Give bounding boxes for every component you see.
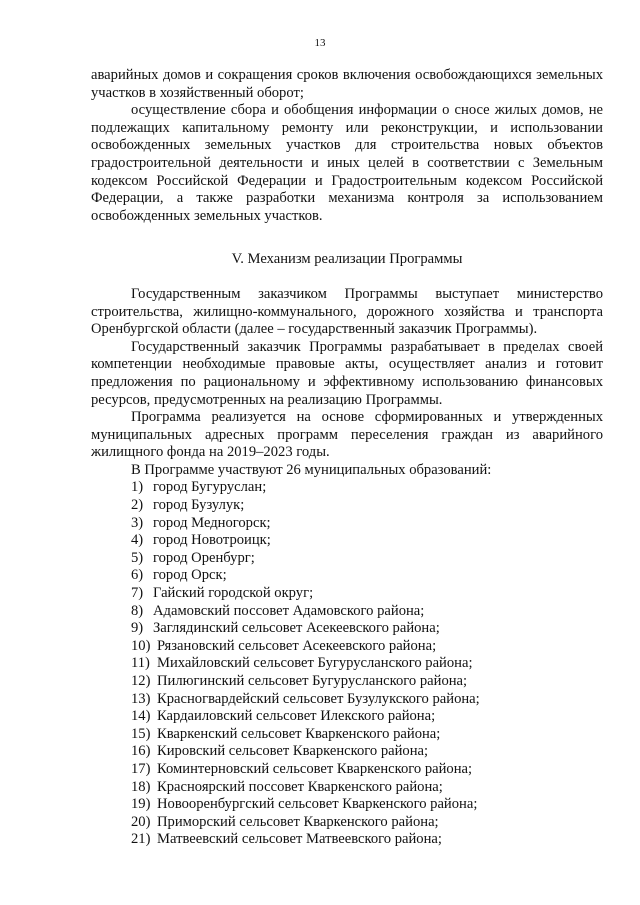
list-item — [91, 673, 603, 691]
list-item — [91, 567, 603, 585]
list-item — [91, 620, 603, 638]
list-item-name: Заглядинский сельсовет Асекеевского района; — [153, 620, 440, 637]
list-item-number: 21) — [131, 831, 151, 848]
list-item-name: город Бугуруслан; — [153, 479, 267, 496]
list-item-name: Приморский сельсовет Кваркенского района; — [157, 813, 439, 830]
list-item-number: 17) — [131, 760, 151, 777]
list-item-number: 8) — [131, 602, 144, 619]
list-item — [91, 708, 603, 726]
municipalities-list — [91, 479, 603, 848]
list-item-number: 20) — [131, 813, 151, 830]
list-item — [91, 515, 603, 533]
list-item — [91, 779, 603, 797]
list-item — [91, 550, 603, 568]
list-item-number: 1) — [131, 479, 144, 496]
paragraph-customer-duties: Государственный заказчик Программы разрабатывает в пределах своей компетенции необходимые правовые акты, осуществляет анализ и готовит предложения по рациональному и эффективному использованию финансовых ресурсов, предусмотренных на реализацию Программы. — [91, 338, 603, 408]
list-item-number: 6) — [131, 567, 144, 584]
paragraph-participants-intro: В Программе участвуют 26 муниципальных образований: — [131, 461, 492, 478]
list-item-number: 16) — [131, 743, 151, 760]
list-item — [91, 603, 603, 621]
list-item — [91, 726, 603, 744]
list-item-name: город Оренбург; — [153, 549, 255, 566]
list-item-name: Кваркенский сельсовет Кваркенского района; — [157, 725, 441, 742]
paragraph-demolition-info: осуществление сбора и обобщения информации о сносе жилых домов, не подлежащих капитальному ремонту или реконструкции, и использовании освобожденных земельных участков для строительства новых объектов градостроительной деятельности и иных целей в соответствии с Земельным кодексом Российской Федерации и Градостроительным кодексом Российской Федерации, а также разработки механизма контроля за использованием освобожденных земельных участков. — [91, 102, 603, 224]
list-item-name: Новооренбургский сельсовет Кваркенского района; — [157, 796, 478, 813]
list-item-name: Красногвардейский сельсовет Бузулукского района; — [157, 690, 480, 707]
list-item-number: 2) — [131, 497, 144, 514]
list-item-name: Михайловский сельсовет Бугурусланского района; — [157, 655, 473, 672]
list-item — [91, 761, 603, 779]
list-item-number: 5) — [131, 549, 144, 566]
list-item — [91, 831, 603, 849]
list-item-name: Матвеевский сельсовет Матвеевского района; — [157, 831, 442, 848]
list-item-name: Коминтерновский сельсовет Кваркенского района; — [157, 760, 473, 777]
list-item-number: 12) — [131, 673, 151, 689]
list-item-number: 10) — [131, 637, 151, 654]
list-item-number: 19) — [131, 796, 151, 813]
list-item-number: 11) — [131, 655, 150, 672]
list-item-number: 4) — [131, 532, 144, 549]
list-item-name: город Орск; — [153, 567, 227, 584]
list-item-number: 18) — [131, 778, 151, 795]
list-item-number: 3) — [131, 514, 144, 531]
list-item-name: Кировский сельсовет Кваркенского района; — [157, 743, 429, 760]
list-item — [91, 638, 603, 656]
list-item-name: Рязановский сельсовет Асекеевского района; — [157, 637, 437, 654]
list-item-number: 15) — [131, 725, 151, 742]
list-item — [91, 691, 603, 709]
list-item — [91, 796, 603, 814]
paragraph-state-customer: Государственным заказчиком Программы выступает министерство строительства, жилищно-коммунального, дорожного хозяйства и транспорта Оренбургской области (далее – государственный заказчик Программы). — [91, 285, 603, 338]
list-item-number: 7) — [131, 585, 144, 602]
paragraph-continuation: аварийных домов и сокращения сроков включения освобождающихся земельных участков в хозяйственный оборот; — [91, 67, 603, 101]
list-item-name: город Новотроицк; — [153, 532, 271, 549]
list-item — [91, 532, 603, 550]
list-item-name: город Медногорск; — [153, 514, 271, 531]
list-item — [91, 743, 603, 761]
list-item-number: 9) — [131, 620, 144, 637]
list-item — [91, 497, 603, 515]
list-item-number: 13) — [131, 690, 151, 707]
list-item-name: Гайский городской округ; — [153, 585, 314, 602]
list-item-name: Адамовский поссовет Адамовского района; — [153, 602, 425, 619]
list-item — [91, 814, 603, 832]
list-item-number: 14) — [131, 708, 151, 725]
paragraph-program-basis: Программа реализуется на основе сформированных и утвержденных муниципальных адресных программ переселения граждан из аварийного жилищного фонда на 2019–2023 годы. — [91, 409, 603, 461]
list-item — [91, 655, 603, 673]
list-item-name: город Бузулук; — [153, 497, 245, 514]
page-number: 13 — [314, 37, 326, 49]
list-item-name: Кардаиловский сельсовет Илекского района; — [157, 708, 436, 725]
section-title: V. Механизм реализации Программы — [231, 251, 463, 268]
document-body — [91, 67, 603, 849]
list-item-name: Красноярский поссовет Кваркенского района; — [157, 778, 443, 795]
list-item — [91, 585, 603, 603]
list-item-name: Пилюгинский сельсовет Бугурусланского района; — [157, 673, 468, 689]
list-item — [91, 479, 603, 497]
